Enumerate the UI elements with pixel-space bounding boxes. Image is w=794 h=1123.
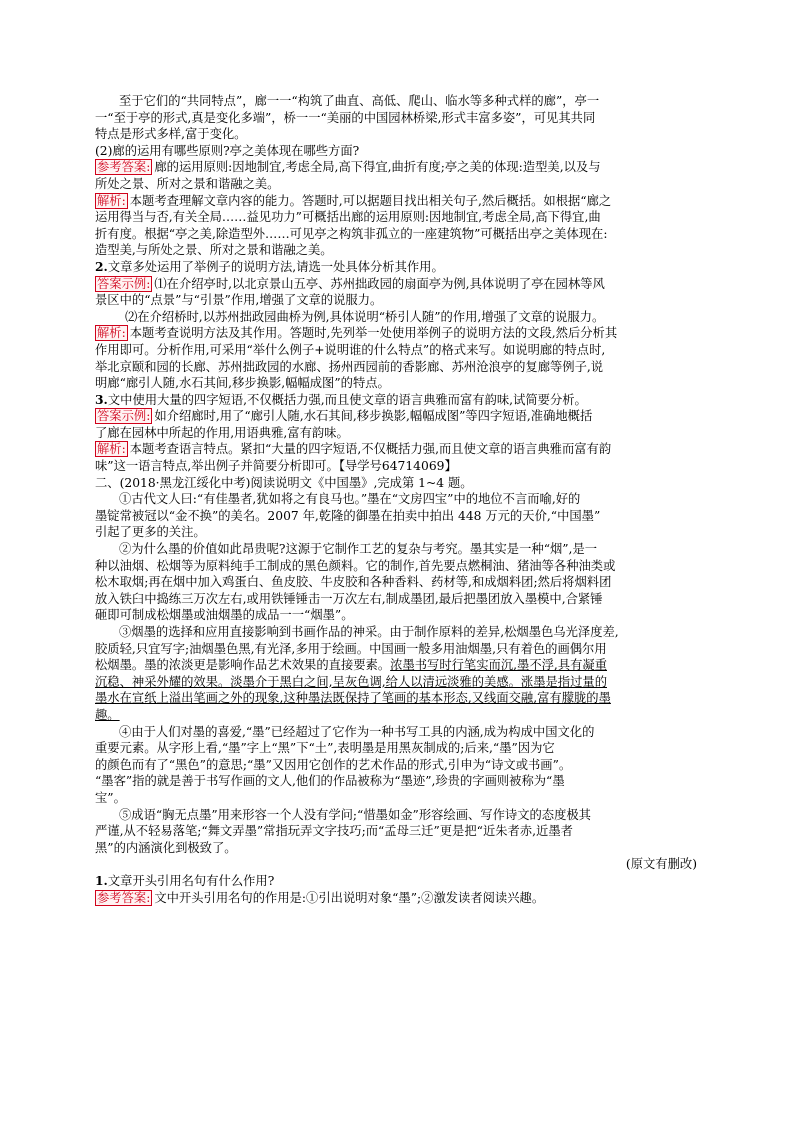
- paragraph-text: 松烟墨。墨的浓淡更是影响作品艺术效果的直接要素。: [95, 658, 391, 673]
- analysis-tag: 解析:: [97, 442, 126, 457]
- analysis-line: 作用即可。分析作用,可采用“举什么例子+说明谁的什么特点”的格式来写。如说明廊的特点时,: [95, 342, 606, 357]
- example-line: 景区中的“点景”与“引景”作用,增强了文章的说服力。: [95, 293, 383, 308]
- example-tag: 答案示例:: [97, 276, 151, 291]
- underlined-text: 浓墨书写时行笔实而沉,墨不浮,具有凝重: [390, 658, 608, 673]
- question-2: [95, 259, 701, 276]
- underlined-text: 趣。: [95, 707, 120, 722]
- analysis-tag: 解析:: [97, 326, 126, 341]
- example-text: ⑴在介绍亭时,以北京景山五亭、苏州拙政园的扇面亭为例,具体说明了亭在园林等风: [154, 276, 605, 291]
- answer-tag: 参考答案:: [97, 160, 151, 175]
- analysis-text: 本题考查语言特点。紧扣“大量的四字短语,不仅概括力强,而且使文章的语言典雅而富有韵: [129, 442, 612, 457]
- question-text: 文章开头引用名句有什么作用?: [107, 873, 275, 888]
- analysis-line: [95, 325, 701, 342]
- paragraph-2: 种以油烟、松烟等为原料纯手工制成的黑色颜料。它的制作,首先要点燃桐油、猪油等各种油类或: [95, 558, 616, 573]
- answer-text: 文中开头引用名句的作用是:①引出说明对象“墨”;②激发读者阅读兴趣。: [154, 890, 545, 905]
- analysis-line: [95, 441, 701, 458]
- paragraph-4: ④由于人们对墨的喜爱,“墨”已经超过了它作为一种书写工具的内涵,成为构成中国文化的: [119, 724, 595, 739]
- paragraph-3: [95, 657, 701, 674]
- paragraph-2: ②为什么墨的价值如此昂贵呢?这源于它制作工艺的复杂与考究。墨其实是一种“烟”,是一: [119, 542, 598, 557]
- text-line: 特点是形式多样,富于变化。: [95, 127, 247, 142]
- analysis-line: [95, 193, 701, 210]
- question-text: 文章多处运用了举例子的说明方法,请选一处具体分析其作用。: [107, 259, 444, 274]
- answer-tag: 参考答案:: [97, 890, 151, 905]
- analysis-tag: 解析:: [97, 193, 126, 208]
- question-number: 1.: [95, 872, 108, 888]
- paragraph-1: 引起了更多的关注。: [95, 525, 206, 540]
- question-3: [95, 392, 701, 409]
- answer-line: 所处之景、所对之景和谐融之美。: [95, 176, 280, 191]
- document-page: [95, 93, 701, 906]
- analysis-text: 本题考查说明方法及其作用。答题时,先列举一处使用举例子的说明方法的文段,然后分析其: [129, 326, 618, 341]
- underlined-text: 墨水在宣纸上溢出笔画之外的现象,这种墨法既保持了笔画的基本形态,又线面交融,富有朦胧的墨: [95, 691, 611, 706]
- question-2-sub: (2)廊的运用有哪些原则?亭之美体现在哪些方面?: [95, 143, 360, 158]
- reference-number: 【导学号64714069】: [338, 459, 457, 474]
- analysis-text: 味”这一语言特点,举出例子并简要分析即可。: [95, 459, 339, 474]
- question-1: [95, 873, 701, 890]
- text-line: 至于它们的“共同特点”，廊一一“构筑了曲直、高低、爬山、临水等多种式样的廊”，亭一: [119, 94, 600, 108]
- paragraph-3: 胶质轻,只宜写字;油烟墨色黑,有光泽,多用于绘画。中国画一般多用油烟墨,只有着色的画偶尔用: [95, 641, 607, 656]
- analysis-line: [95, 458, 701, 475]
- paragraph-2: 松木取烟;再在烟中加入鸡蛋白、鱼皮胶、牛皮胶和各种香料、药材等,和成烟料团;然后将烟料团: [95, 575, 612, 590]
- question-number: 2.: [95, 258, 108, 274]
- paragraph-4: “墨客”指的就是善于书写作画的文人,他们的作品被称为“墨迹”,珍贵的字画则被称为“墨: [95, 774, 565, 789]
- paragraph-5: ⑤成语“胸无点墨”用来形容一个人没有学问;“惜墨如金”形容绘画、写作诗文的态度极其: [119, 807, 591, 822]
- paragraph-5: 黑”的内涵演化到极致了。: [95, 840, 237, 855]
- example-line: 了廊在园林中所起的作用,用语典雅,富有韵味。: [95, 425, 349, 440]
- paragraph-3: [95, 707, 701, 724]
- paragraph-1: 墨锭常被冠以“金不换”的美名。2007 年,乾隆的御墨在拍卖中拍出 448 万元的天价,“中国墨”: [95, 508, 601, 523]
- analysis-line: 举北京颐和园的长廊、苏州拙政园的水廊、扬州西园前的香影廊、苏州沧浪亭的复廊等例子,说: [95, 359, 604, 374]
- paragraph-2: 放入铁臼中捣练三万次左右,或用铁锤锤击一万次左右,制成墨团,最后把墨团放入墨模中,合紧锤: [95, 591, 603, 606]
- paragraph-4: 宝”。: [95, 790, 126, 805]
- paragraph-4: 的颜色而有了“黑色”的意思;“墨”又因用它创作的艺术作品的形式,引申为“诗文或书画”。: [95, 757, 572, 772]
- answer-line: [95, 159, 701, 176]
- section-heading: 二、(2018·黑龙江绥化中考)阅读说明文《中国墨》,完成第 1~4 题。: [95, 475, 473, 490]
- answer-text: 廊的运用原则:因地制宜,考虑全局,高下得宜,曲折有度;亭之美的体现:造型美,以及与: [154, 160, 601, 175]
- analysis-line: 明廊“廊引人随,水石其间,移步换影,幅幅成图”的特点。: [95, 376, 390, 391]
- example-line: ⑵在介绍桥时,以苏州拙政园曲桥为例,具体说明“桥引人随”的作用,增强了文章的说服力。: [125, 309, 605, 324]
- paragraph-1: ①古代文人曰:“有佳墨者,犹如将之有良马也。”墨在“文房四宝”中的地位不言而喻,好的: [119, 492, 581, 507]
- analysis-line: 运用得当与否,有关全局……益见功力”可概括出廊的运用原则:因地制宜,考虑全局,高下得宜,曲: [95, 210, 601, 225]
- answer-line: [95, 890, 701, 907]
- analysis-text: 本题考查理解文章内容的能力。答题时,可以据题目找出相关句子,然后概括。如根据“廊之: [129, 193, 612, 208]
- paragraph-4: 重要元素。从字形上看,“墨”字上“黑”下“土”,表明墨是用黑灰制成的;后来,“墨”因为它: [95, 741, 555, 756]
- paragraph-5: 严谨,从不轻易落笔;“舞文弄墨”常指玩弄文字技巧;而“孟母三迁”更是把“近朱者赤,近墨者: [95, 824, 573, 839]
- paragraph-3: ③烟墨的选择和应用直接影响到书画作品的神采。由于制作原料的差异,松烟墨色乌光泽度差,: [119, 625, 619, 639]
- analysis-line: 造型美,与所处之景、所对之景和谐融之美。: [95, 243, 333, 258]
- text-line: 一“至于亭的形式,真是变化多端”，桥一一“美丽的中国园林桥梁,形式丰富多姿”，可见其共同: [95, 110, 596, 125]
- example-line: [95, 408, 701, 425]
- source-note: (原文有删改): [625, 857, 697, 872]
- analysis-line: 折有度。根据“亭之美,除造型外……可见亭之构筑非孤立的一座建筑物”可概括出亭之美体现在:: [95, 226, 608, 241]
- question-text: 文中使用大量的四字短语,不仅概括力强,而且使文章的语言典雅而富有韵味,试简要分析。: [107, 392, 587, 407]
- underlined-text: 沉稳、神采外耀的效果。淡墨介于黑白之间,呈灰色调,给人以清远淡雅的美感。涨墨是指过量的: [95, 674, 607, 689]
- example-line: [95, 276, 701, 293]
- question-number: 3.: [95, 391, 108, 407]
- example-text: 如介绍廊时,用了“廊引人随,水石其间,移步换影,幅幅成图”等四字短语,准确地概括: [154, 409, 593, 424]
- paragraph-2: 砸即可制成松烟墨或油烟墨的成品一一“烟墨”。: [95, 608, 354, 623]
- example-tag: 答案示例:: [97, 409, 151, 424]
